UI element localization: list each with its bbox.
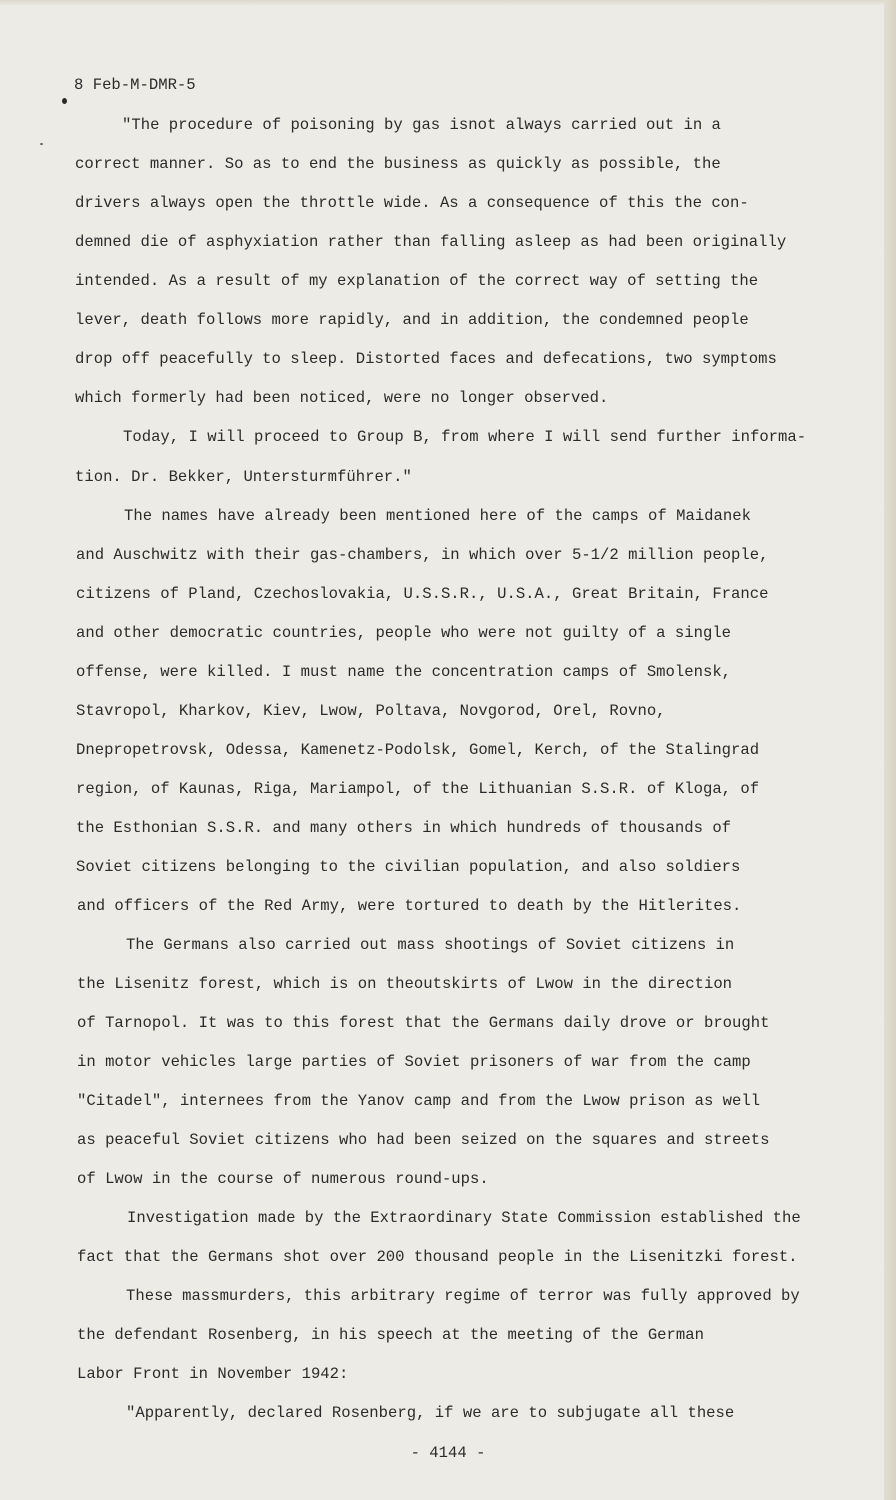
- text-line: Labor Front in November 1942:: [77, 1365, 349, 1383]
- text-line: which formerly had been noticed, were no longer observed.: [75, 389, 609, 407]
- text-line: region, of Kaunas, Riga, Mariampol, of the Lithuanian S.S.R. of Kloga, of: [76, 780, 760, 798]
- text-line: Today, I will proceed to Group B, from where I will send further informa-: [123, 428, 807, 446]
- text-line: and officers of the Red Army, were tortured to death by the Hitlerites.: [77, 897, 742, 915]
- text-line: drop off peacefully to sleep. Distorted faces and defecations, two symptoms: [75, 350, 777, 368]
- page-top-edge: [0, 0, 896, 6]
- text-line: Stavropol, Kharkov, Kiev, Lwow, Poltava, Novgorod, Orel, Rovno,: [76, 702, 666, 720]
- text-line: "Apparently, declared Rosenberg, if we are to subjugate all these: [126, 1404, 735, 1422]
- text-line: citizens of Pland, Czechoslovakia, U.S.S.R., U.S.A., Great Britain, France: [76, 585, 769, 603]
- ink-dot: [62, 98, 67, 104]
- text-line: "Citadel", internees from the Yanov camp and from the Lwow prison as well: [77, 1092, 761, 1110]
- text-line: Investigation made by the Extraordinary State Commission established the: [127, 1209, 801, 1227]
- text-line: and other democratic countries, people who were not guilty of a single: [76, 624, 732, 642]
- text-line: Dnepropetrovsk, Odessa, Kamenetz-Podolsk, Gomel, Kerch, of the Stalingrad: [76, 741, 760, 759]
- page-right-edge: [884, 0, 896, 1500]
- text-line: lever, death follows more rapidly, and in addition, the condemned people: [75, 311, 749, 329]
- text-line: The names have already been mentioned here of the camps of Maidanek: [124, 507, 751, 525]
- text-line: and Auschwitz with their gas-chambers, in which over 5-1/2 million people,: [76, 546, 769, 564]
- text-line: demned die of asphyxiation rather than falling asleep as had been originally: [75, 233, 787, 251]
- text-line: correct manner. So as to end the business as quickly as possible, the: [75, 155, 721, 173]
- document-header-code: 8 Feb-M-DMR-5: [74, 76, 196, 94]
- text-line: fact that the Germans shot over 200 thousand people in the Lisenitzki forest.: [77, 1248, 798, 1266]
- text-line: offense, were killed. I must name the concentration camps of Smolensk,: [76, 663, 732, 681]
- text-line: as peaceful Soviet citizens who had been seized on the squares and streets: [77, 1131, 770, 1149]
- text-line: The Germans also carried out mass shootings of Soviet citizens in: [126, 936, 735, 954]
- text-line: the defendant Rosenberg, in his speech at the meeting of the German: [77, 1326, 704, 1344]
- text-line: in motor vehicles large parties of Soviet prisoners of war from the camp: [77, 1053, 751, 1071]
- ink-speck: [40, 143, 43, 145]
- text-line: of Tarnopol. It was to this forest that the Germans daily drove or brought: [77, 1014, 770, 1032]
- text-line: drivers always open the throttle wide. As a consequence of this the con-: [75, 194, 749, 212]
- text-line: intended. As a result of my explanation of the correct way of setting the: [75, 272, 759, 290]
- text-line: the Esthonian S.S.R. and many others in which hundreds of thousands of: [76, 819, 732, 837]
- text-line: Soviet citizens belonging to the civilian population, and also soldiers: [76, 858, 741, 876]
- text-line: "The procedure of poisoning by gas isnot always carried out in a: [122, 116, 721, 134]
- page-number: - 4144 -: [410, 1444, 486, 1462]
- text-line: of Lwow in the course of numerous round-ups.: [77, 1170, 489, 1188]
- text-line: tion. Dr. Bekker, Untersturmführer.": [75, 468, 412, 486]
- text-line: the Lisenitz forest, which is on theoutskirts of Lwow in the direction: [77, 975, 733, 993]
- text-line: These massmurders, this arbitrary regime of terror was fully approved by: [126, 1287, 800, 1305]
